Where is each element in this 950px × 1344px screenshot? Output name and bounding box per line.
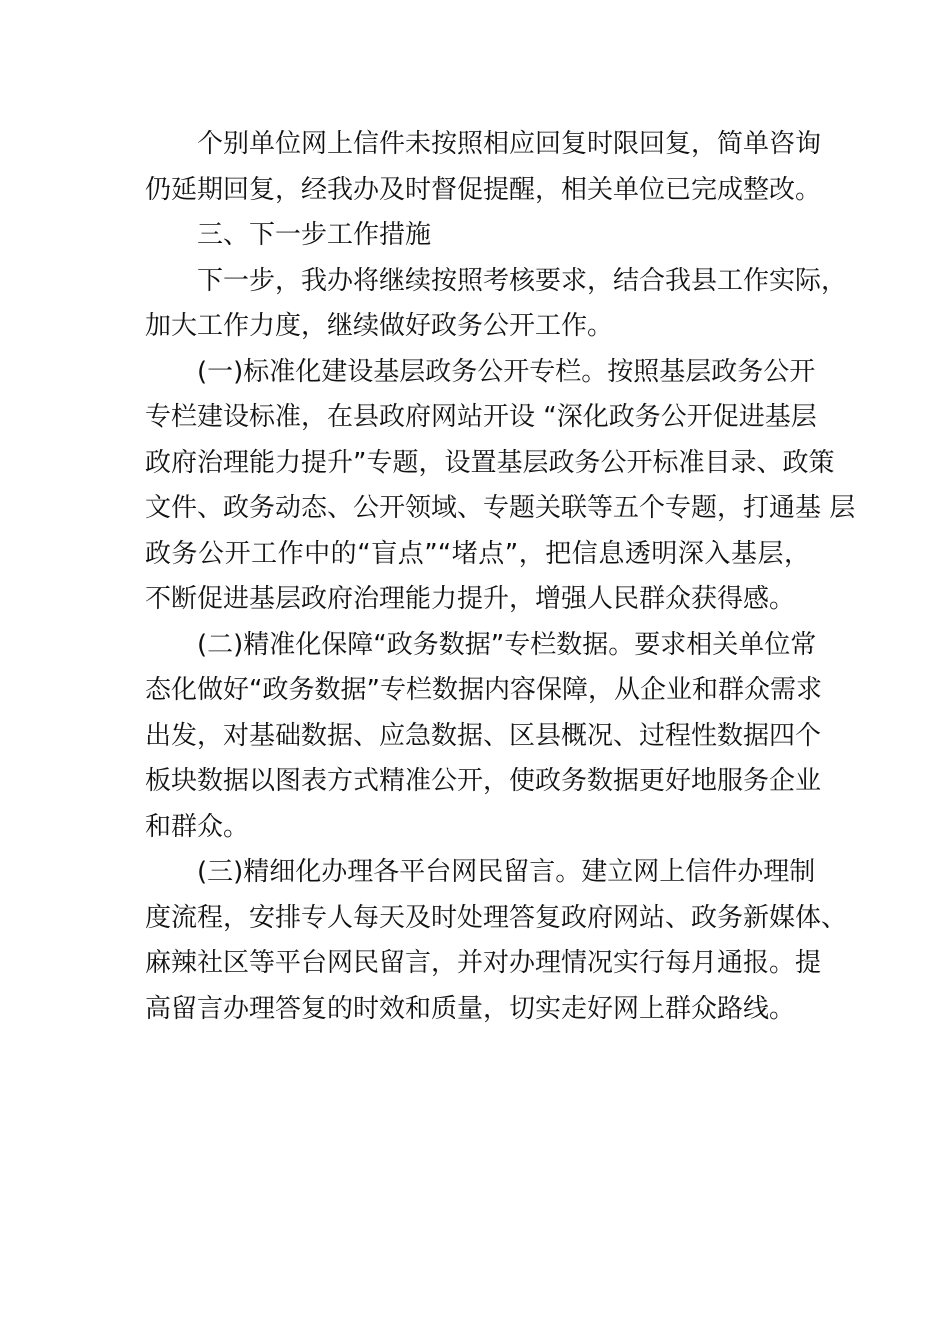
text-line: 加大工作力度，继续做好政务公开工作。 bbox=[145, 311, 614, 341]
text-line: 出发，对基础数据、应急数据、区县概况、过程性数据四个 bbox=[145, 720, 822, 751]
text-line: 麻辣社区等平台网民留言，并对办理情况实行每月通报。提 bbox=[145, 948, 822, 978]
text-line: 和群众。 bbox=[145, 811, 250, 842]
text-line: 政府治理能力提升”专题，设置基层政务公开标准目录、政策 bbox=[145, 447, 835, 478]
text-line: 专栏建设标准，在县政府网站开设 “深化政务公开促进基层 bbox=[145, 402, 817, 432]
text-line: 度流程，安排专人每天及时处理答复政府网站、政务新媒体、 bbox=[145, 902, 848, 933]
text-line: 政务公开工作中的“盲点”“堵点”，把信息透明深入基层， bbox=[145, 538, 810, 569]
text-line: 高留言办理答复的时效和质量，切实走好网上群众路线。 bbox=[145, 993, 796, 1024]
text-line: 仍延期回复，经我办及时督促提醒，相关单位已完成整改。 bbox=[145, 174, 822, 205]
text-line: 文件、政务动态、公开领域、专题关联等五个专题，打通基 层 bbox=[145, 493, 856, 523]
text-line: (二)精准化保障“政务数据”专栏数据。要求相关单位常 bbox=[197, 629, 817, 660]
text-line: 个别单位网上信件未按照相应回复时限回复，简单咨询 bbox=[197, 129, 822, 159]
text-line: 不断促进基层政府治理能力提升，增强人民群众获得感。 bbox=[145, 584, 796, 614]
text-line: 态化做好“政务数据”专栏数据内容保障，从企业和群众需求 bbox=[145, 675, 822, 705]
document-body bbox=[145, 122, 856, 1032]
text-line: 板块数据以图表方式精准公开，使政务数据更好地服务企业 bbox=[145, 766, 822, 796]
text-line: 下一步，我办将继续按照考核要求，结合我县工作实际， bbox=[197, 265, 848, 296]
text-line: (三)精细化办理各平台网民留言。建立网上信件办理制 bbox=[197, 857, 816, 887]
section-heading: 三、下一步工作措施 bbox=[197, 220, 432, 250]
text-line: (一)标准化建设基层政务公开专栏。按照基层政务公开 bbox=[197, 356, 816, 387]
